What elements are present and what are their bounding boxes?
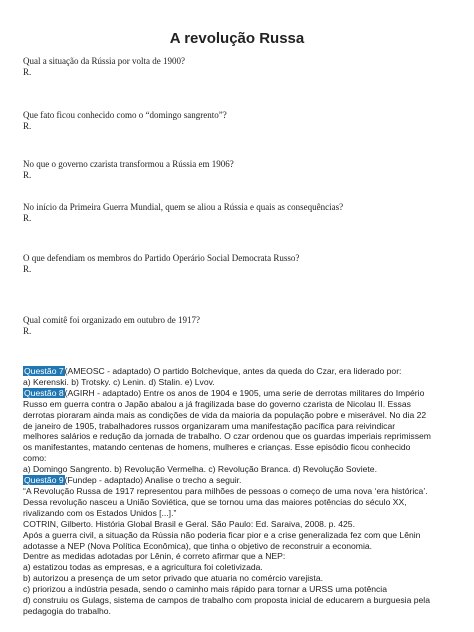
question-text: No que o governo czarista transformou a Rússia em 1906? <box>23 159 234 169</box>
exercise-text: (AGIRH - adaptado) Entre os anos de 1904 e 1905, uma serie de derrotas militares do Império <box>64 387 425 398</box>
exercise-list <box>23 366 453 617</box>
exercise-line: d) construiu os Gulags, sistema de campos de trabalho com proposta inicial de educarem a burguesia pela <box>23 595 430 606</box>
exercise-line: pedagogia do trabalho. <box>23 605 111 616</box>
answer-label: R. <box>23 263 32 274</box>
exercise-line: Dessa revolução nasceu a União Soviética, que se tornou uma das maiores potências do século XX, <box>23 496 407 507</box>
exercise-line <box>23 388 453 399</box>
question-text: Que fato ficou conhecido como o “domingo sangrento”? <box>23 110 227 120</box>
exercise-line: Após a guerra civil, a situação da Rússia não poderia ficar pior e a crise generalizada fez com que Lênin <box>23 529 421 540</box>
exercise-line <box>23 475 453 486</box>
exercise-line: “A Revolução Russa de 1917 representou para milhões de pessoas o começo de uma nova ‘era histórica’. <box>23 485 428 496</box>
page-title: A revolução Russa <box>169 30 305 47</box>
answer-label: R. <box>23 212 32 223</box>
question-9-label: Questão 9 <box>24 475 64 486</box>
exercise-line: b) autorizou a presença de um setor privado que atuaria no comércio varejista. <box>23 573 323 584</box>
question-7-label: Questão 7 <box>24 366 64 376</box>
exercise-line: a) estatizou todas as empresas, e a agricultura foi coletivizada. <box>23 562 263 573</box>
question-text: Qual a situação da Rússia por volta de 1900? <box>23 56 185 66</box>
exercise-line: COTRIN, Gilberto. História Global Brasil e Geral. São Paulo: Ed. Saraiva, 2008. p. 425. <box>23 518 355 529</box>
question-block <box>23 110 453 131</box>
question-block <box>23 253 453 274</box>
exercise-line: adotasse a NEP (Nova Política Econômica), que tinha o objetivo de reconstruir a economia. <box>23 540 373 551</box>
question-text: O que defendiam os membros do Partido Operário Social Democrata Russo? <box>23 253 300 263</box>
question-text: No início da Primeira Guerra Mundial, quem se aliou a Rússia e quais as consequências? <box>23 202 344 212</box>
answer-label: R. <box>23 66 32 77</box>
question-block <box>23 315 453 336</box>
answer-label: R. <box>23 325 32 336</box>
exercise-line: a) Kerenski. b) Trotsky. c) Lenin. d) Stalin. e) Lvov. <box>23 376 215 387</box>
question-block <box>23 56 453 77</box>
answer-label: R. <box>23 169 32 180</box>
exercise-line <box>23 366 453 377</box>
exercise-line: melhores salários e redução da jornada de trabalho. O czar ordenou que os guardas imperiais reprimissem <box>23 431 431 442</box>
answer-label: R. <box>23 120 32 131</box>
exercise-line: Russo em guerra contra o Japão abalou a já fragilizada base do governo czarista de Nicolau II. Essas <box>23 398 411 409</box>
question-block <box>23 202 453 223</box>
question-8-label: Questão 8 <box>24 387 64 398</box>
exercise-text: (Fundep - adaptado) Analise o trecho a seguir. <box>64 475 242 486</box>
exercise-text: (AMEOSC - adaptado) O partido Bolchevique, antes da queda do Czar, era liderado por: <box>64 366 402 376</box>
question-block <box>23 159 453 180</box>
exercise-line: como: <box>23 453 47 464</box>
exercise-line: os manifestantes, matando centenas de homens, mulheres e crianças. Esse episódio ficou conhecido <box>23 442 411 453</box>
question-text: Qual comitê foi organizado em outubro de 1917? <box>23 315 201 325</box>
exercise-line: derrotas pioraram ainda mais as condições de vida da maioria da população pobre e miserável. No dia 22 <box>23 409 427 420</box>
exercise-line: c) priorizou a indústria pesada, sendo o caminho mais rápido para tornar a URSS uma potência <box>23 584 387 595</box>
exercise-line: a) Domingo Sangrento. b) Revolução Vermelha. c) Revolução Branca. d) Revolução Soviete. <box>23 464 377 475</box>
exercise-line: Dentre as medidas adotadas por Lênin, é correto afirmar que a NEP: <box>23 551 286 562</box>
exercise-line: de janeiro de 1905, trabalhadores russos organizaram uma manifestação pacífica para reivindicar <box>23 420 396 431</box>
exercise-line: rivalizando com os Estados Unidos [...].” <box>23 507 177 518</box>
